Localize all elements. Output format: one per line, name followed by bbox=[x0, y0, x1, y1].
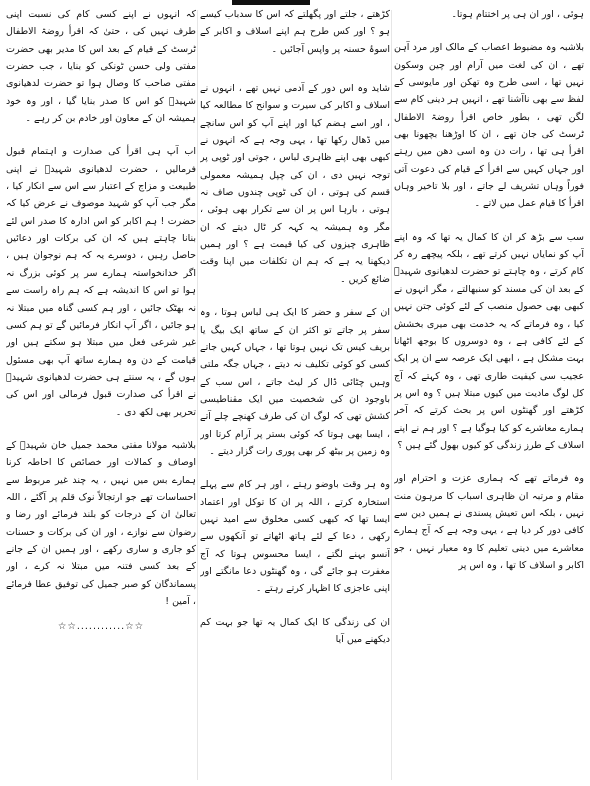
paragraph: ان کے سفر و حضر کا ایک ہی لباس ہوتا ، وہ سفر پر جاتے تو اکثر ان کے ساتھ ایک بیگ یا بریف کیس تک نہیں ہوتا تھا ، جہاں کہیں جاتے کسی کو کوئی تکلیف نہ دیتے ، جہاں جگہ ملتی وہیں چٹائی ڈال کر لیٹ جاتے ، اس سب کے باوجود ان کی شخصیت میں ایک مقناطیسی کشش تھی کہ لوگ ان کی طرف کھنچے چلے آتے ، ایسا بھی ہوتا کہ کوئی بستر پر آرام کرتا اور وہ زمین پر بیٹھ کر بھی پوری رات گزار دیتے ۔ bbox=[200, 307, 390, 457]
paragraph: سب سے بڑھ کر ان کا کمال یہ تھا کہ وہ اپنے آپ کو نمایاں نہیں کرتے تھے ، بلکہ پیچھے رہ کر کام کرتے ، وہ چاہتے تو حضرت لدھیانوی شہیدؒ کے بعد ان کی مسند کو سنبھالتے ، مگر انہوں نے کبھی بھی حصول منصب کے لئے کوئی جتن نہیں کیا ، وہ فرماتے کہ یہ خدمت بھی میری بخشش کے لئے کافی ہے ، وہ دوسروں کا بوجھ اٹھانا بہت مشکل ہے ، ابھی ایک عرصہ سے ان پر ایک عجیب سی کیفیت طاری تھی ، وہ کہتے کہ آج کل لوگ مادیت میں کیوں مبتلا ہیں ؟ وہ اس پر کڑھتے اور گھنٹوں اس پر بحث کرتے کہ آخر ہمارے معاشرے کو کیا ہوگیا ہے ؟ اور ہم نے اپنے اسلاف کے طرز زندگی کو کیوں بھول گئے ہیں ؟ bbox=[394, 231, 584, 451]
paragraph: شاید وہ اس دور کے آدمی نہیں تھے ، انہوں نے اسلاف و اکابر کی سیرت و سوانح کا مطالعہ کیا ، اور اسے ہضم کیا اور اپنے آپ کو اس سانچے میں ڈھال رکھا تھا ، یہی وجہ ہے کہ انہوں نے کبھی بھی اپنے ظاہری لباس ، جوتی اور ٹوپی پر توجہ نہیں دی ، ان کی چپل ہمیشہ معمولی قسم کی ہوتی ، ان کی ٹوپی چندوں صاف نہ ہوتی ، بارہا اس پر ان سے تکرار بھی ہوئی ، مگر وہ ہمیشہ یہ کہہ کر ٹال دیتے کہ ان ظاہری چیزوں کی کیا قیمت ہے ؟ اور ہمیں دیکھنا یہ ہے کہ ہم ان تکلفات میں اپنا وقت ضائع کریں ۔ bbox=[200, 83, 390, 285]
paragraph: اب آپ ہی اقرأ کی صدارت و اہتمام قبول فرمالیں ، حضرت لدھیانوی شہیدؒ نے اپنی طبیعت و مزاج کے اعتبار سے اس سے انکار کیا ، مگر جب آپ کو شہید موصوف نے عرض کیا کہ حضرت ! ہم اکابر کو اس ادارہ کا صدر اس لئے بنانا چاہتے ہیں کہ ان کی برکات اور دعائیں حاصل رہیں ، دوسرے یہ کہ ہم نوجوان ہیں ، اگر خدانخواستہ ہمارے سر پر کوئی بزرگ نہ ہوا تو اس کا اندیشہ ہے کہ ہم راہ راست سے نہ بھٹک جائیں ، اور ہم کسی گناہ میں مبتلا نہ ہو جائیں ، اگر آپ انکار فرمائیں گے تو ہم کسی غیر شرعی فعل میں مبتلا ہو سکتے ہیں اور قیامت کے دن وہ ہمارے ساتھ آپ بھی مسئول ہوں گے ، یہ سنتے ہی حضرت لدھیانوی شہیدؒ نے اقرأ کی صدارت قبول فرمالی اور اس کی تحریر بھی لکھ دی ۔ bbox=[6, 146, 196, 418]
paragraph: بلاشبہ وہ مضبوط اعصاب کے مالک اور مرد آہن تھے ، ان کی لغت میں آرام اور چین وسکون نہیں تھا ، اسی طرح وہ تھکن اور مایوسی کے لفظ سے بھی ناآشنا تھے ، انہیں ہر دینی کام سے لگن تھی ، بطور خاص اقرأ روضۃ الاطفال ٹرسٹ کی جان تھے ، ان کا اوڑھنا بچھونا بھی اقرأ ہی تھا ، رات دن وہ اسی دھن میں رہتے اور جہاں کہیں سے اقرأ کے قیام کی دعوت آتی فوراً وہاں تشریف لے جاتے ، اور بلا تاخیر وہاں اقرأ کا قیام عمل میں لاتے ۔ bbox=[394, 42, 584, 210]
paragraph: ہوئی ، اور ان ہی پر اختتام ہوتا۔ bbox=[451, 9, 584, 20]
article-column-right bbox=[394, 6, 584, 784]
paragraph: کہ انہوں نے اپنے کسی کام کی نسبت اپنی طرف نہیں کی ، حتیٰ کہ اقرأ روضۃ الاطفال ٹرسٹ کے قیام کے بعد اس کا مدیر بھی حضرت مفتی ولی حسن ٹونکی کو بنایا ، جب حضرت مفتی صاحب کا وصال ہوا تو حضرت لدھیانوی شہیدؒ کو اس کا صدر بنایا گیا ، اور وہ خود ہمیشہ ان کے معاون اور خادم بن کر رہے ۔ bbox=[6, 9, 196, 125]
article-column-middle bbox=[200, 6, 390, 784]
paragraph: وہ ہر وقت باوضو رہتے ، اور ہر کام سے پہلے استخارہ کرتے ، اللہ پر ان کا توکل اور اعتماد ایسا تھا کہ کبھی کسی مخلوق سے امید نہیں رکھی ، دعا کے لئے ہاتھ اٹھاتے تو آنکھوں سے آنسو بہنے لگتے ، ایسا محسوس ہوتا کہ آج مغفرت ہو جائے گی ، وہ گھنٹوں دعا مانگتے اور اپنی عاجزی کا اظہار کرتے رہتے ۔ bbox=[200, 479, 390, 595]
article-column-left bbox=[6, 6, 196, 784]
paragraph: وہ فرماتے تھے کہ ہماری عزت و احترام اور مقام و مرتبہ ان ظاہری اسباب کا مرہون منت نہیں ، بلکہ اس تعیش پسندی نے ہمیں دین سے کافی دور کر دیا ہے ، یہی وجہ ہے کہ آج ہمارے معاشرے میں دینی تعلیم کا وہ معیار نہیں ، جو اکابر و اسلاف کا تھا ، وہ اس پر bbox=[394, 473, 584, 571]
closing-ornament: ☆☆............☆☆ bbox=[57, 621, 145, 633]
column-divider bbox=[391, 10, 392, 780]
top-rule bbox=[232, 0, 310, 5]
paragraph: کڑھتے ، جلتے اور پگھلتے کہ اس کا سدباب کیسے ہو ؟ اور کس طرح ہم اپنے اسلاف و اکابر کے اسوۂ حسنہ پر واپس آجائیں ۔ bbox=[200, 9, 390, 55]
column-divider bbox=[197, 10, 198, 780]
paragraph: ان کی زندگی کا ایک کمال یہ تھا جو بہت کم دیکھنے میں آیا bbox=[200, 616, 390, 645]
closing-paragraph: بلاشبہ مولانا مفتی محمد جمیل خان شہیدؒ کے اوصاف و کمالات اور خصائص کا احاطہ کرنا ہمارے بس میں نہیں ، یہ چند غیر مربوط سے احساسات تھے جو ارتجالاً نوک قلم پر آگئے ، اللہ تعالیٰ ان کے درجات کو بلند فرمائے اور رضا و رضوان سے نوازے ، اور ان کی برکات و حسنات کو جاری و ساری رکھے ، اور ہمیں ان کے جانے کے بعد کسی فتنہ میں مبتلا نہ کرے ، اور پسماندگان کو صبر جمیل کی توفیق عطا فرمائے ، آمین ! bbox=[6, 439, 196, 607]
